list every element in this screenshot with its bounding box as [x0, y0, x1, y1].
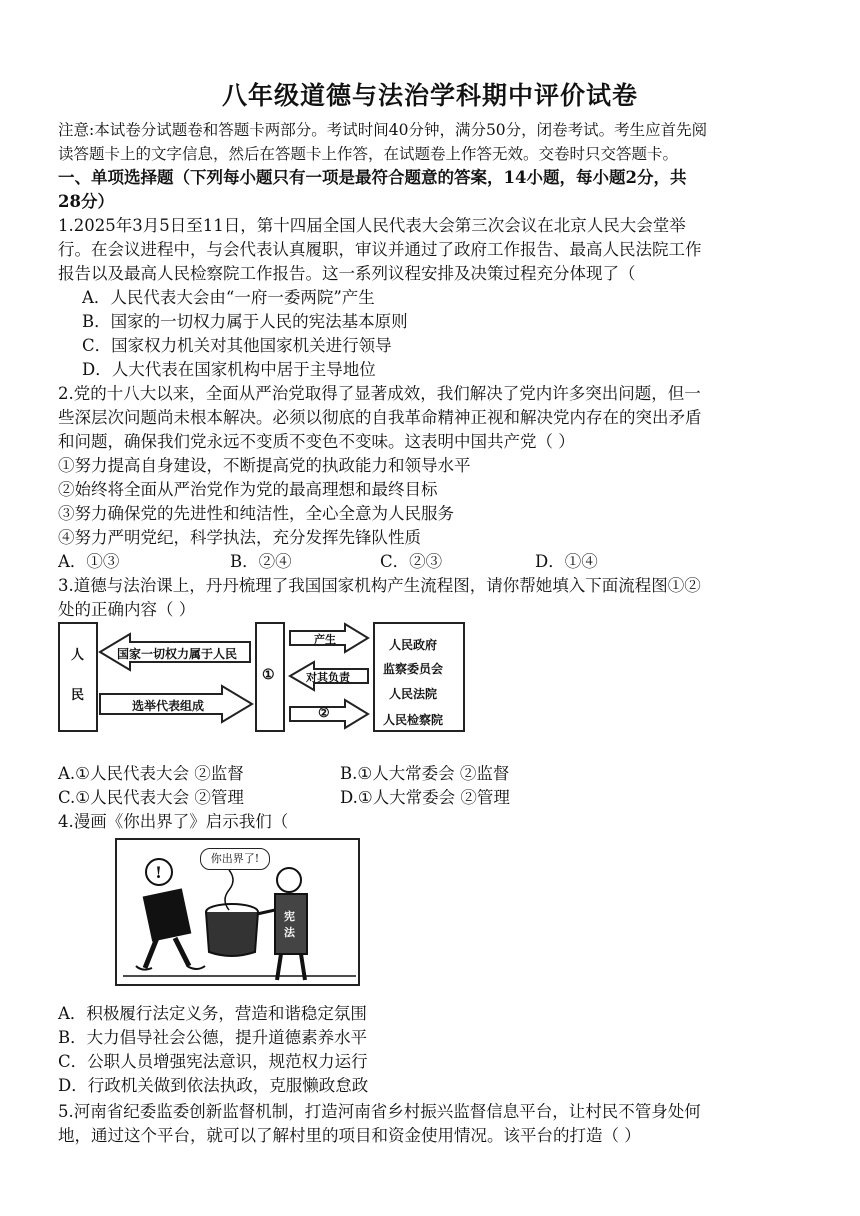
q5-stem-line-1: 5.河南省纪委监委创新监督机制，打造河南省乡村振兴监督信息平台，让村民不管身处何: [58, 1102, 701, 1121]
q1-stem-line-3: 报告以及最高人民检察院工作报告。这一系列议程安排及决策过程充分体现了（: [58, 264, 636, 283]
q2-option-d: D．①④: [535, 552, 598, 571]
q1-option-c: C．国家权力机关对其他国家机关进行领导: [82, 336, 392, 355]
q3-stem-line-2: 处的正确内容（ ）: [58, 600, 196, 619]
q3-option-d: D.①人大常委会 ②管理: [340, 788, 510, 807]
q3-option-c: C.①人民代表大会 ②管理: [58, 788, 244, 807]
org-procuratorate: 人民检察院: [383, 713, 444, 727]
q2-statement-1: ①努力提高自身建设，不断提高党的执政能力和领导水平: [58, 456, 471, 475]
cartoon-speech-bubble: 你出界了!: [200, 848, 270, 870]
q4-option-c: C．公职人员增强宪法意识，规范权力运行: [58, 1052, 368, 1071]
q2-statement-2: ②始终将全面从严治党作为党的最高理想和最终目标: [58, 480, 438, 499]
q2-option-c: C．②③: [380, 552, 443, 571]
notice-line-2: 读答题卡上的文字信息，然后在答题卡上作答，在试题卷上作答无效。交卷时只交答题卡。: [58, 145, 679, 163]
people-label-2: 民: [71, 688, 85, 703]
q2-stem-line-3: 和问题，确保我们党永远不变质不变色不变味。这表明中国共产党（ ）: [58, 432, 575, 451]
section-heading-line-2: 28分）: [58, 192, 114, 211]
notice-line-1: 注意:本试卷分试题卷和答题卡两部分。考试时间40分钟，满分50分，闭卷考试。考生应首先阅: [58, 121, 708, 139]
org-court: 人民法院: [389, 687, 438, 701]
q1-option-d: D．人大代表在国家机构中居于主导地位: [82, 360, 376, 379]
svg-text:宪: 宪: [284, 910, 295, 923]
q5-stem-line-2: 地，通过这个平台，就可以了解村里的项目和资金使用情况。该平台的打造（ ）: [58, 1126, 641, 1145]
exam-title: 八年级道德与法治学科期中评价试卷: [221, 81, 638, 110]
q2-option-a: A．①③: [58, 552, 120, 571]
q4-option-a: A．积极履行法定义务，营造和谐稳定氛围: [58, 1004, 367, 1023]
q1-option-a: A．人民代表大会由“一府一委两院”产生: [82, 288, 375, 307]
organ-box-1-label: ①: [262, 667, 275, 683]
q4-option-d: D．行政机关做到依法执政，克服懒政怠政: [58, 1076, 369, 1095]
q1-stem-line-1: 1.2025年3月5日至11日，第十四届全国人民代表大会第三次会议在北京人民大会堂举: [58, 216, 686, 235]
q1-stem-line-2: 行。在会议进程中，与会代表认真履职，审议并通过了政府工作报告、最高人民法院工作: [58, 240, 702, 259]
org-supervisory-commission: 监察委员会: [383, 662, 444, 676]
section-heading-line-1: 一、单项选择题（下列每小题只有一项是最符合题意的答案，14小题，每小题2分，共: [58, 168, 687, 187]
org-government: 人民政府: [389, 638, 438, 652]
arrow-blank-2-label: ②: [318, 706, 330, 721]
q2-option-b: B．②④: [230, 552, 292, 571]
q2-stem-line-1: 2.党的十八大以来，全面从严治党取得了显著成效，我们解决了党内许多突出问题，但一: [58, 384, 701, 403]
q1-option-b: B．国家的一切权力属于人民的宪法基本原则: [82, 312, 408, 331]
arrow-top-label: 国家一切权力属于人民: [117, 647, 238, 661]
q3-option-a: A.①人民代表大会 ②监督: [58, 764, 244, 783]
arrow-responsible-label: 对其负责: [306, 671, 350, 684]
people-label-1: 人: [71, 648, 85, 663]
q4-option-b: B．大力倡导社会公德，提升道德素养水平: [58, 1028, 368, 1047]
svg-text:!: !: [155, 863, 163, 882]
q2-stem-line-2: 些深层次问题尚未根本解决。必须以彻底的自我革命精神正视和解决党内存在的突出矛盾: [58, 408, 702, 427]
arrow-produce-label: 产生: [314, 633, 336, 646]
svg-text:法: 法: [284, 926, 295, 939]
q2-statement-3: ③努力确保党的先进性和纯洁性，全心全意为人民服务: [58, 504, 454, 523]
q2-statement-4: ④努力严明党纪，科学执法，充分发挥先锋队性质: [58, 528, 421, 547]
q3-stem-line-1: 3.道德与法治课上，丹丹梳理了我国国家机构产生流程图，请你帮她填入下面流程图①②: [58, 576, 701, 595]
q3-option-b: B.①人大常委会 ②监督: [340, 764, 510, 783]
arrow-bottom-label: 选举代表组成: [132, 699, 205, 713]
q4-stem-line-1: 4.漫画《你出界了》启示我们（: [58, 812, 289, 831]
